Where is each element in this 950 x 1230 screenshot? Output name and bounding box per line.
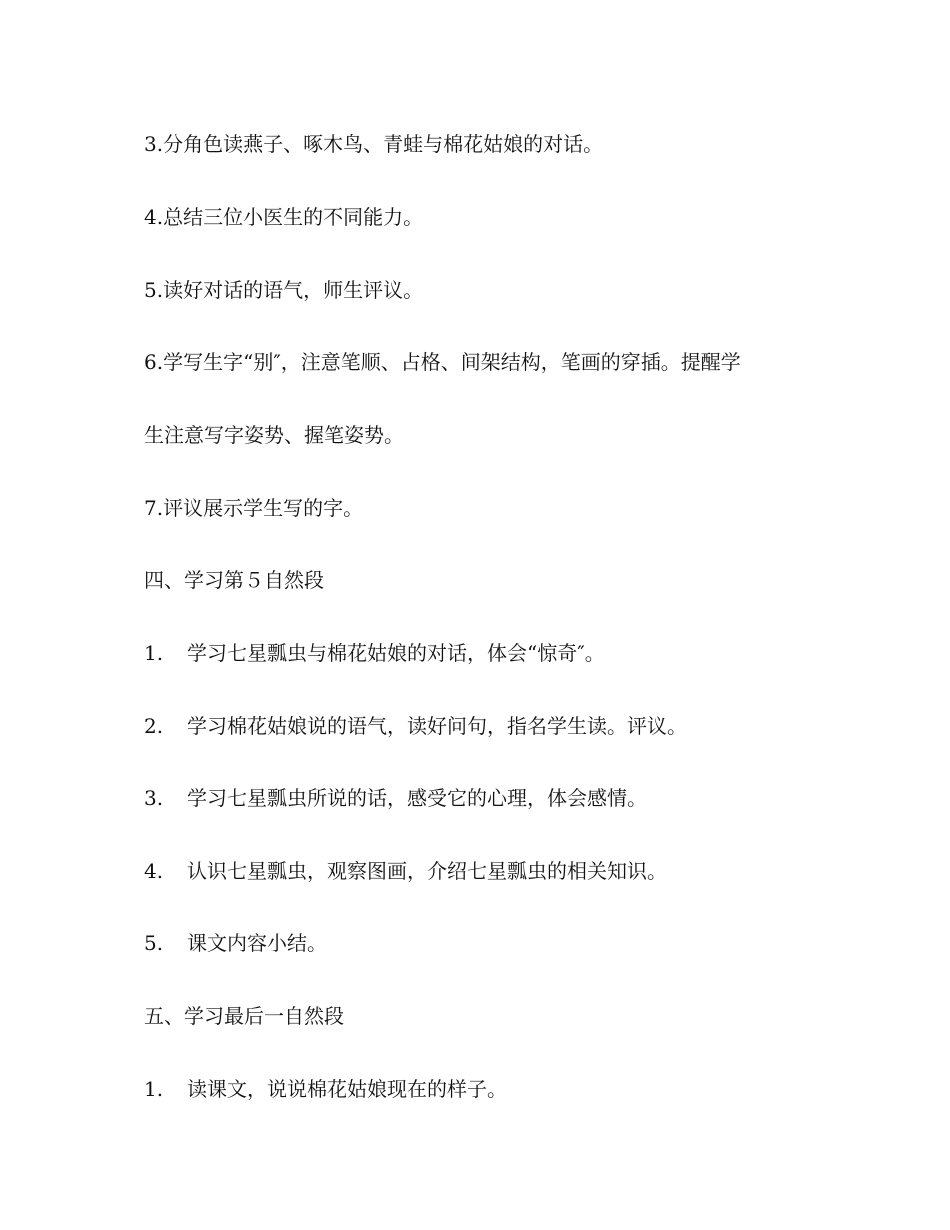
item-number: 4. [144,859,164,883]
item-text: 学习棉花姑娘说的语气，读好问句，指名学生读。评议。 [187,714,687,738]
item-text: 生注意写字姿势、握笔姿势。 [144,423,404,447]
list-item-continuation [144,422,404,448]
list-item [144,277,423,303]
item-text: 学习七星瓢虫与棉花姑娘的对话，体会“惊奇″。 [187,641,605,665]
list-item [144,858,667,884]
item-number: 2. [144,714,164,738]
item-text: 学习七星瓢虫所说的话，感受它的心理，体会感情。 [187,786,647,810]
item-text: 读好对话的语气，师生评议。 [163,278,424,302]
item-number: 1. [144,1077,164,1101]
list-item [144,930,327,956]
list-item [144,1076,507,1102]
list-item [144,204,423,230]
section-heading [144,567,324,593]
item-text: 读课文，说说棉花姑娘现在的样子。 [187,1077,507,1101]
item-text: 评议展示学生写的字。 [163,496,364,520]
section-heading [144,1003,344,1029]
list-item [144,640,605,666]
item-number: 3. [144,132,164,156]
item-text: 分角色读燕子、啄木鸟、青蛙与棉花姑娘的对话。 [163,132,604,156]
list-item [144,349,741,375]
item-number: 6. [144,350,164,374]
list-item [144,131,603,157]
item-text: 学写生字“别″，注意笔顺、占格、间架结构，笔画的穿插。提醒学 [163,350,741,374]
item-number: 3. [144,786,164,810]
item-number: 1. [144,641,164,665]
section-heading-text: 四、学习第５自然段 [144,568,324,592]
list-item [144,713,687,739]
item-number: 5. [144,931,164,955]
item-number: 7. [144,496,164,520]
item-number: 5. [144,278,164,302]
section-heading-text: 五、学习最后一自然段 [144,1004,344,1028]
item-text: 认识七星瓢虫，观察图画，介绍七星瓢虫的相关知识。 [187,859,667,883]
list-item [144,495,363,521]
list-item [144,785,647,811]
item-number: 4. [144,205,164,229]
item-text: 课文内容小结。 [187,931,327,955]
item-text: 总结三位小医生的不同能力。 [163,205,424,229]
